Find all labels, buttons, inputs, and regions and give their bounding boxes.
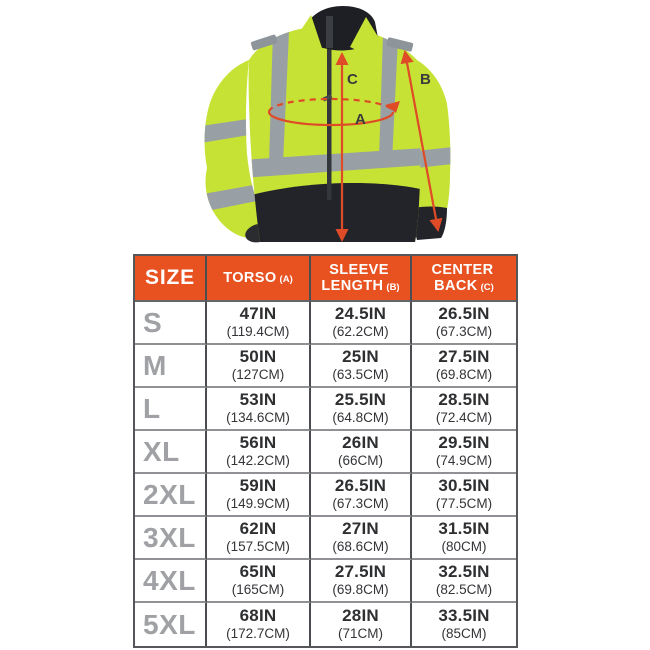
size-table bbox=[133, 254, 518, 648]
back-cell: 33.5IN (85CM) bbox=[438, 606, 490, 641]
back-cell: 31.5IN (80CM) bbox=[412, 517, 516, 560]
size-label: 4XL bbox=[135, 560, 207, 603]
sleeve-cell: 28IN (71CM) bbox=[311, 603, 412, 646]
back-cell: 30.5IN (77.5CM) bbox=[412, 474, 516, 517]
torso-cell: 68IN (172.7CM) bbox=[207, 603, 311, 646]
size-label: L bbox=[135, 388, 207, 431]
jacket-collar bbox=[297, 6, 380, 56]
size-label: 5XL bbox=[135, 603, 207, 646]
sleeve-cell: 27IN (68.6CM) bbox=[311, 517, 412, 560]
back-cell: 28.5IN (72.4CM) bbox=[412, 388, 516, 431]
size-label: M bbox=[135, 345, 207, 388]
back-cell: 27.5IN (69.8CM) bbox=[412, 345, 516, 388]
sleeve-cell: 26.5IN (67.3CM) bbox=[311, 474, 412, 517]
torso-cell: 59IN (149.9CM) bbox=[207, 474, 311, 517]
sleeve-cell: 27.5IN (69.8CM) bbox=[311, 560, 412, 603]
back-cell: 29.5IN (74.9CM) bbox=[412, 431, 516, 474]
jacket-torso bbox=[241, 25, 425, 246]
label-b: B bbox=[420, 71, 431, 88]
label-c: C bbox=[347, 71, 358, 88]
size-label: 2XL bbox=[135, 474, 207, 517]
sleeve-cell: 25IN (63.5CM) bbox=[311, 345, 412, 388]
torso-cell: 53IN (134.6CM) bbox=[207, 388, 311, 431]
torso-cell: 56IN (142.2CM) bbox=[207, 431, 311, 474]
sleeve-cell: 25.5IN (64.8CM) bbox=[311, 388, 412, 431]
torso-cell: 50IN (127CM) bbox=[207, 345, 311, 388]
torso-cell: 65IN (165CM) bbox=[207, 560, 311, 603]
jacket-illustration bbox=[163, 2, 473, 254]
size-label: 3XL bbox=[135, 517, 207, 560]
size-label: XL bbox=[135, 431, 207, 474]
torso-cell: 62IN (157.5CM) bbox=[207, 517, 311, 560]
sleeve-cell: 26IN (66CM) bbox=[311, 431, 412, 474]
col-header-sleeve-length: SLEEVE LENGTH (B) bbox=[311, 256, 412, 302]
torso-cell: 47IN (119.4CM) bbox=[207, 302, 311, 345]
col-header-torso: TORSO (A) bbox=[207, 256, 311, 302]
back-cell: 26.5IN (67.3CM) bbox=[412, 302, 516, 345]
size-label: S bbox=[135, 302, 207, 345]
label-a: A bbox=[355, 111, 366, 128]
col-header-size: SIZE bbox=[135, 256, 207, 302]
sleeve-cell: 24.5IN (62.2CM) bbox=[311, 302, 412, 345]
back-cell: 32.5IN (82.5CM) bbox=[412, 560, 516, 603]
col-header-center-back: CENTER BACK (C) bbox=[412, 256, 516, 302]
